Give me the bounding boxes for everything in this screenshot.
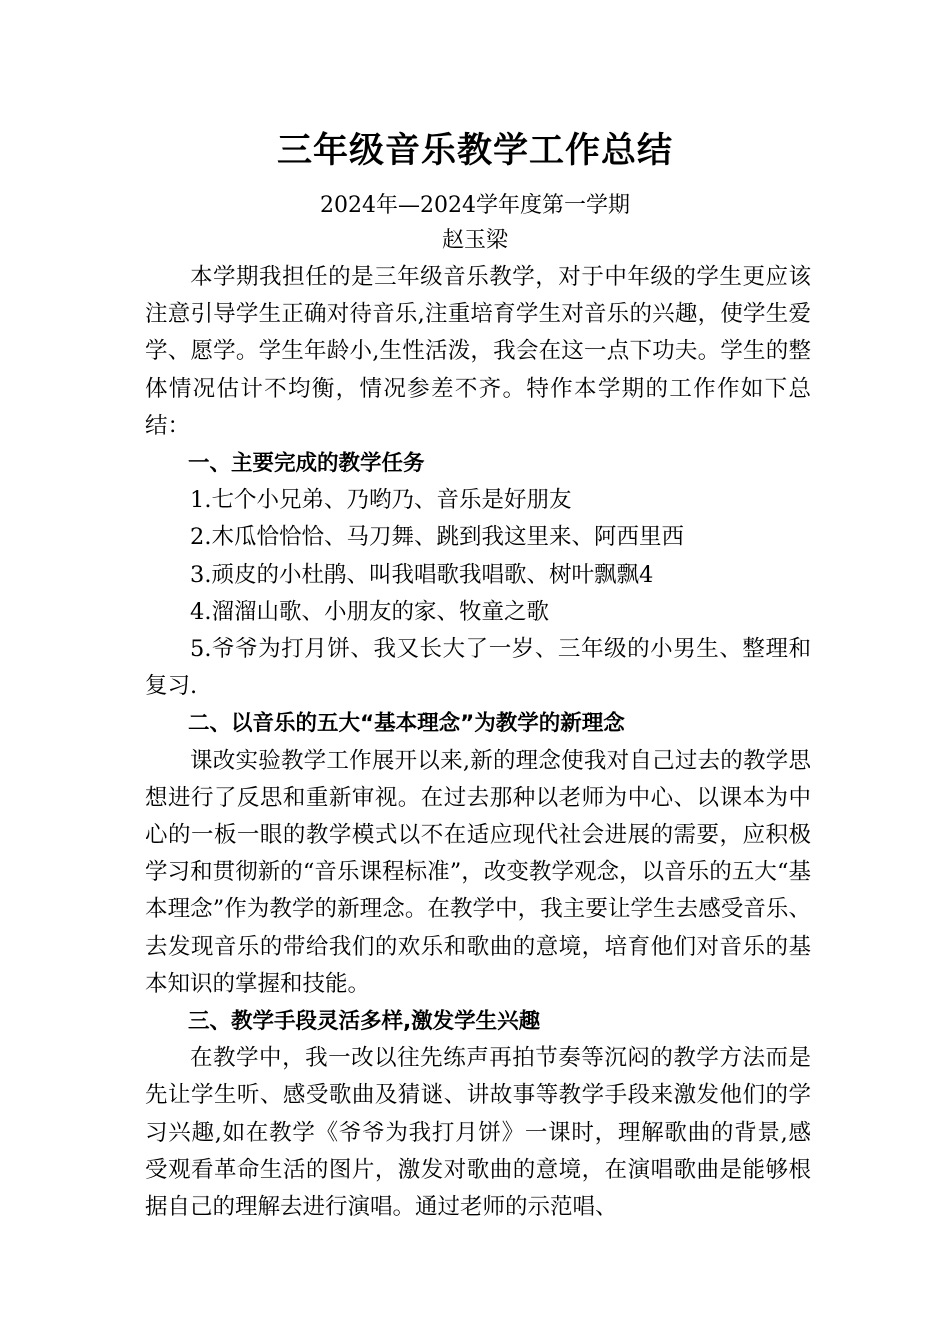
list-item: 3.顽皮的小杜鹃、叫我唱歌我唱歌、树叶飘飘4 xyxy=(190,561,654,588)
page-title: 三年级音乐教学工作总结 xyxy=(276,131,673,171)
section-heading: 一、主要完成的教学任务 xyxy=(188,451,425,477)
section-paragraph: 课改实验教学工作展开以来,新的理念使我对自己过去的教学思想进行了反思和重新审视。在过去那种以老师为中心、以课本为中心的一板一眼的教学模式以不在适应现代社会进展的需要，应积极学习和贯彻新的“音乐课程标准”，改变教学观念，以音乐的五大“基本理念”作为教学的新理念。在教学中，我主要让学生去感受音乐、去发现音乐的带给我们的欢乐和歌曲的意境，培育他们对音乐的基本知识的掌握和技能。 xyxy=(145,747,811,997)
list-item: 4.溜溜山歌、小朋友的家、牧童之歌 xyxy=(190,598,549,625)
section-heading: 二、以音乐的五大“基本理念”为教学的新理念 xyxy=(188,711,625,737)
term-subtitle: 2024年—2024学年度第一学期 xyxy=(320,193,630,218)
list-item: 1.七个小兄弟、乃哟乃、音乐是好朋友 xyxy=(190,487,572,514)
list-item: 2.木瓜恰恰恰、马刀舞、跳到我这里来、阿西里西 xyxy=(190,524,684,551)
list-item: 5.爷爷为打月饼、我又长大了一岁、三年级的小男生、整理和复习. xyxy=(145,636,811,700)
document-body xyxy=(145,259,811,1226)
intro-paragraph: 本学期我担任的是三年级音乐教学，对于中年级的学生更应该注意引导学生正确对待音乐,注重培育学生对音乐的兴趣，使学生爱学、愿学。学生年龄小,生性活泼，我会在这一点下功夫。学生的整体情况估计不均衡，情况参差不齐。特作本学期的工作作如下总结： xyxy=(145,264,811,439)
author-name: 赵玉梁 xyxy=(441,228,508,253)
section-paragraph: 在教学中，我一改以往先练声再拍节奏等沉闷的教学方法而是先让学生听、感受歌曲及猜谜、讲故事等教学手段来激发他们的学习兴趣,如在教学《爷爷为我打月饼》一课时，理解歌曲的背景,感受观看革命生活的图片，激发对歌曲的意境，在演唱歌曲是能够根据自己的理解去进行演唱。通过老师的示范唱、 xyxy=(145,1045,811,1221)
section-heading: 三、教学手段灵活多样,激发学生兴趣 xyxy=(188,1009,541,1035)
